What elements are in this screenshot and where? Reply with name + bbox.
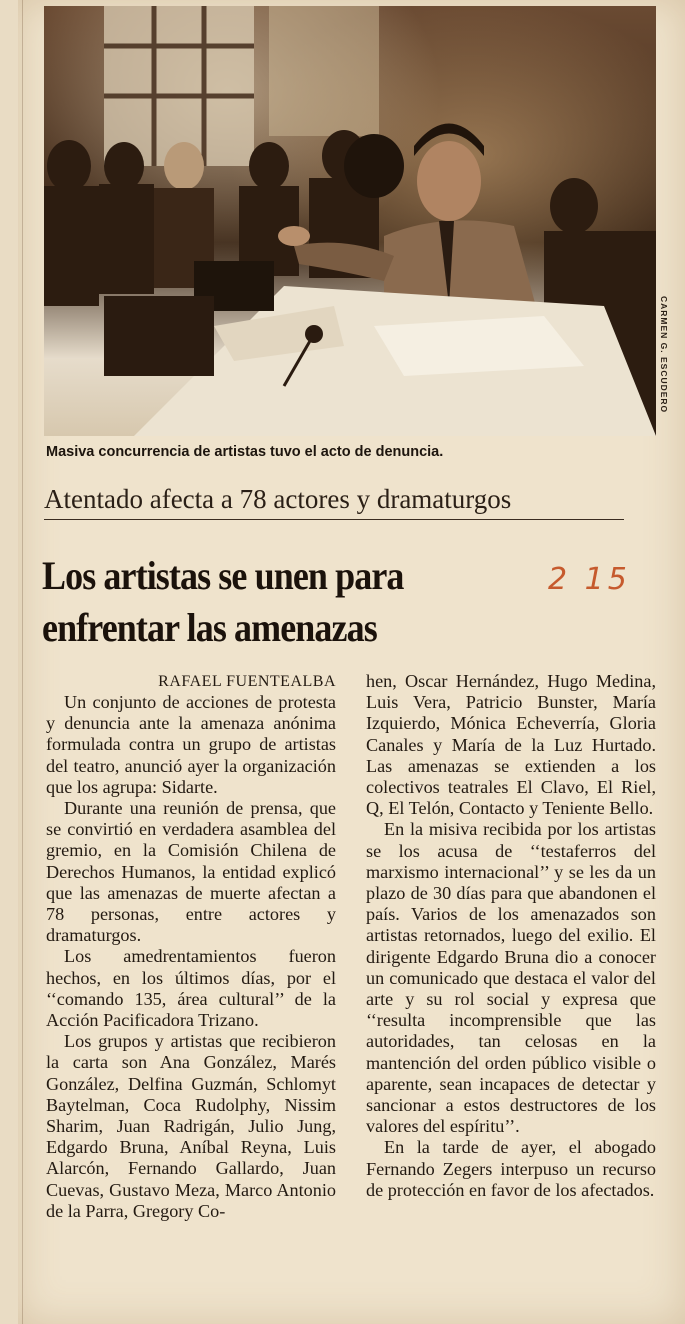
- photo-illustration: [44, 6, 656, 436]
- news-photo: [44, 6, 656, 436]
- paragraph: Un conjunto de acciones de protesta y denuncia ante la amenaza anónima formulada contra un grupo de artistas del teatro, anunció ayer la organización que los agrupa: Sidarte.: [46, 692, 336, 797]
- photo-caption: Masiva concurrencia de artistas tuvo el acto de denuncia.: [46, 444, 444, 460]
- photo-credit: CARMEN G. ESCUDERO: [659, 296, 669, 414]
- handwritten-note: 2 15: [548, 562, 631, 597]
- paragraph: Los amedrentamientos fueron hechos, en los últimos días, por el ‘‘comando 135, área cultural’’ de la Acción Pacificadora Trizano.: [46, 946, 336, 1031]
- headline-line-1: Los artistas se unen para: [42, 553, 404, 598]
- page-edge: [22, 0, 23, 1324]
- article-column-left: [46, 671, 336, 1222]
- paragraph: Durante una reunión de prensa, que se convirtió en verdadera asamblea del gremio, en la Comisión Chilena de Derechos Humanos, la entidad explicó que las amenazas de muerte afectan a 78 personas, entre actores y dramaturgos.: [46, 798, 336, 946]
- headline-line-2: enfrentar las amenazas: [42, 605, 377, 650]
- paragraph: En la misiva recibida por los artistas se los acusa de ‘‘testaferros del marxismo internacional’’ y se les da un plazo de 30 días para que abandonen el país. Varios de los amenazados son artistas retornados, luego del exilio. El dirigente Edgardo Bruna dio a conocer un comunicado que destaca el valor del arte y su rol social y expresa que ‘‘resulta incomprensible que las autoridades, tan celosas en la mantención del orden público visible o aparente, sean incapaces de detectar y sancionar a estos destructores de los valores del espíritu’’.: [366, 819, 656, 1137]
- kicker-subheadline: Atentado afecta a 78 actores y dramaturgos: [44, 484, 624, 520]
- paragraph: Los grupos y artistas que recibieron la carta son Ana González, Marés González, Delfina Guzmán, Schlomyt Baytelman, Coca Rudolphy, Nissim Sharim, Juan Radrigán, Julio Jung, Edgardo Bruna, Aníbal Reyna, Luis Alarcón, Fernando Gallardo, Juan Cuevas, Gustavo Meza, Marco Antonio de la Parra, Gregory Co-: [46, 1031, 336, 1221]
- headline: [42, 550, 510, 654]
- paragraph: hen, Oscar Hernández, Hugo Medina, Luis Vera, Patricio Bunster, María Izquierdo, Mónica Echeverría, Gloria Canales y María de la Luz Hurtado. Las amenazas se extienden a los colectivos teatrales El Clavo, El Riel, Q, El Telón, Contacto y Teniente Bello.: [366, 671, 656, 819]
- paragraph: En la tarde de ayer, el abogado Fernando Zegers interpuso un recurso de protección en favor de los afectados.: [366, 1137, 656, 1200]
- article-column-right: [366, 671, 656, 1201]
- byline: RAFAEL FUENTEALBA: [158, 673, 336, 690]
